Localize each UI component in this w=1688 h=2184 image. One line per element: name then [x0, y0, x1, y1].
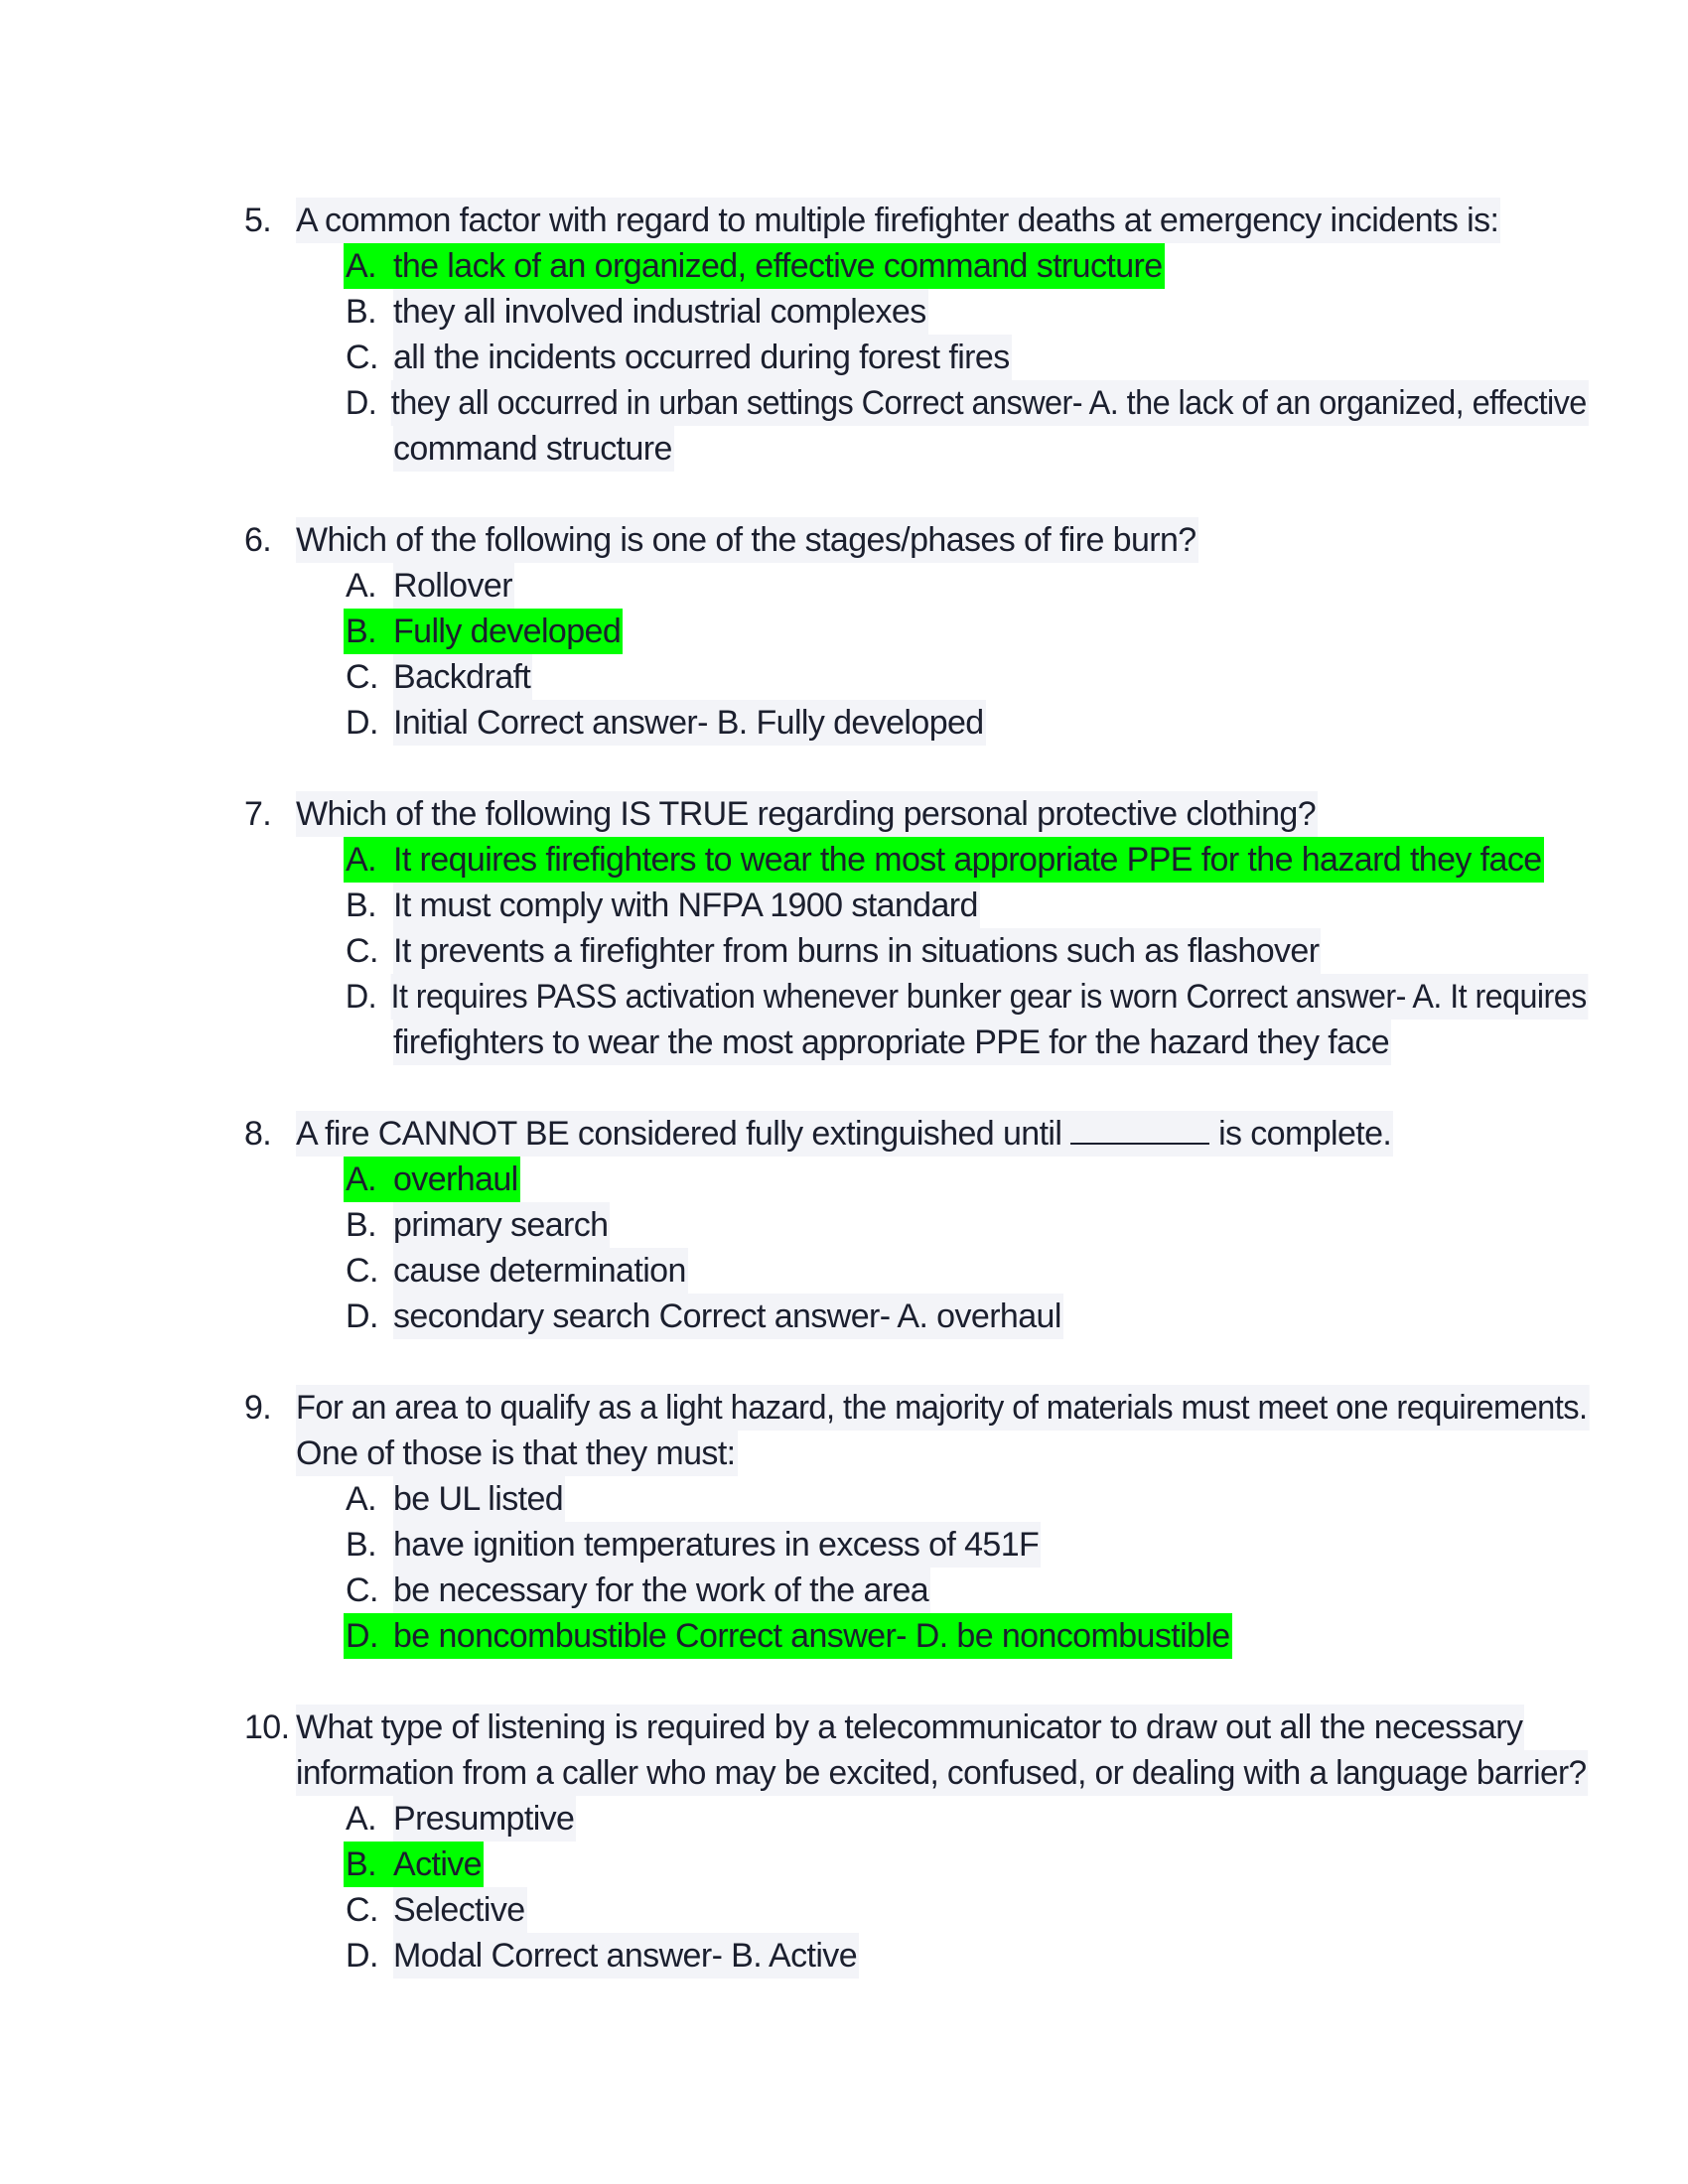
option-letter: B.	[346, 613, 376, 650]
option-d	[344, 700, 986, 746]
option-letter: C.	[346, 1571, 378, 1609]
option-letter: B.	[346, 1845, 376, 1883]
option-text: overhaul	[393, 1160, 518, 1198]
option-text: they all involved industrial complexes	[393, 289, 928, 335]
option-text: Backdraft	[393, 654, 532, 700]
option-text: be noncombustible Correct answer- D. be noncombustible	[393, 1617, 1230, 1655]
option-letter: D.	[345, 978, 377, 1016]
option-letter: C.	[346, 339, 378, 376]
option-letter: C.	[346, 932, 378, 970]
option-a-correct	[344, 1157, 520, 1202]
question-number: 6.	[244, 521, 272, 559]
question-number: 7.	[244, 795, 272, 833]
option-letter: A.	[346, 1160, 376, 1198]
question-text: What type of listening is required by a telecommunicator to draw out all the necessary	[296, 1705, 1524, 1750]
option-c	[344, 1887, 527, 1933]
option-c	[344, 1248, 688, 1294]
question-text: A common factor with regard to multiple firefighter deaths at emergency incidents is:	[296, 198, 1500, 243]
option-c	[344, 335, 1012, 380]
option-text: be necessary for the work of the area	[393, 1568, 930, 1613]
option-text: Modal Correct answer- B. Active	[393, 1933, 859, 1979]
option-letter: C.	[346, 1252, 378, 1290]
question-text: Which of the following is one of the stages/phases of fire burn?	[296, 517, 1198, 563]
option-c	[344, 654, 532, 700]
option-text: Rollover	[393, 563, 514, 609]
option-text: all the incidents occurred during forest fires	[393, 335, 1012, 380]
option-b	[344, 1202, 610, 1248]
option-text: It requires PASS activation whenever bunker gear is worn Correct answer- A. It requires	[391, 974, 1589, 1020]
option-text: It must comply with NFPA 1900 standard	[393, 883, 980, 928]
option-c	[344, 928, 1321, 974]
option-letter: D.	[346, 704, 378, 742]
option-b	[344, 883, 980, 928]
option-text: they all occurred in urban settings Correct answer- A. the lack of an organized, effective	[391, 380, 1589, 426]
fill-in-blank	[1070, 1113, 1209, 1145]
option-letter: C.	[346, 658, 378, 696]
option-letter: C.	[346, 1891, 378, 1929]
question-text: For an area to qualify as a light hazard, the majority of materials must meet one requirements.	[296, 1385, 1589, 1431]
option-letter: B.	[346, 1526, 376, 1564]
option-letter: B.	[346, 887, 376, 924]
option-d-continuation: firefighters to wear the most appropriate PPE for the hazard they face	[393, 1020, 1391, 1065]
option-a-correct	[344, 243, 1165, 289]
option-a-correct	[344, 837, 1544, 883]
option-letter: D.	[346, 1617, 378, 1655]
option-b	[344, 289, 928, 335]
option-letter: D.	[346, 1937, 378, 1975]
question-number: 9.	[244, 1389, 272, 1427]
option-d	[344, 1933, 859, 1979]
option-d	[344, 974, 1589, 1020]
option-text: cause determination	[393, 1248, 688, 1294]
option-text: Active	[393, 1845, 482, 1883]
question-number: 10.	[244, 1708, 290, 1746]
option-text: Fully developed	[393, 613, 622, 650]
option-text: primary search	[393, 1202, 610, 1248]
option-text: It prevents a firefighter from burns in situations such as flashover	[393, 928, 1321, 974]
option-d	[344, 380, 1589, 426]
option-letter: A.	[346, 1800, 376, 1838]
option-text: secondary search Correct answer- A. overhaul	[393, 1294, 1063, 1339]
option-d	[344, 1294, 1063, 1339]
option-letter: A.	[346, 247, 376, 285]
question-text-line-2: information from a caller who may be excited, confused, or dealing with a language barrier?	[296, 1750, 1589, 1796]
option-text: It requires firefighters to wear the most appropriate PPE for the hazard they face	[393, 841, 1542, 879]
option-letter: B.	[346, 1206, 376, 1244]
option-text: Presumptive	[393, 1796, 576, 1842]
option-text: be UL listed	[393, 1476, 565, 1522]
question-text-after-blank: is complete.	[1218, 1115, 1392, 1153]
question-text	[296, 1111, 1393, 1157]
option-a	[344, 563, 514, 609]
option-a	[344, 1476, 565, 1522]
question-text-line-2: One of those is that they must:	[296, 1431, 738, 1476]
option-text: have ignition temperatures in excess of 451F	[393, 1522, 1041, 1568]
option-letter: A.	[346, 567, 376, 605]
option-d-correct	[344, 1613, 1232, 1659]
option-c	[344, 1568, 930, 1613]
option-text: the lack of an organized, effective command structure	[393, 247, 1163, 285]
option-a	[344, 1796, 576, 1842]
option-letter: A.	[346, 1480, 376, 1518]
option-b	[344, 1522, 1041, 1568]
option-letter: B.	[346, 293, 376, 331]
option-b-correct	[344, 609, 623, 654]
question-number: 8.	[244, 1115, 272, 1153]
option-text: Initial Correct answer- B. Fully developed	[393, 700, 986, 746]
option-letter: D.	[345, 384, 377, 422]
option-b-correct	[344, 1842, 484, 1887]
option-d-continuation: command structure	[393, 426, 674, 472]
question-text: Which of the following IS TRUE regarding personal protective clothing?	[296, 791, 1318, 837]
question-number: 5.	[244, 202, 272, 239]
option-text: Selective	[393, 1887, 527, 1933]
option-letter: D.	[346, 1297, 378, 1335]
option-letter: A.	[346, 841, 376, 879]
question-text-before-blank: A fire CANNOT BE considered fully extinguished until	[296, 1115, 1062, 1153]
